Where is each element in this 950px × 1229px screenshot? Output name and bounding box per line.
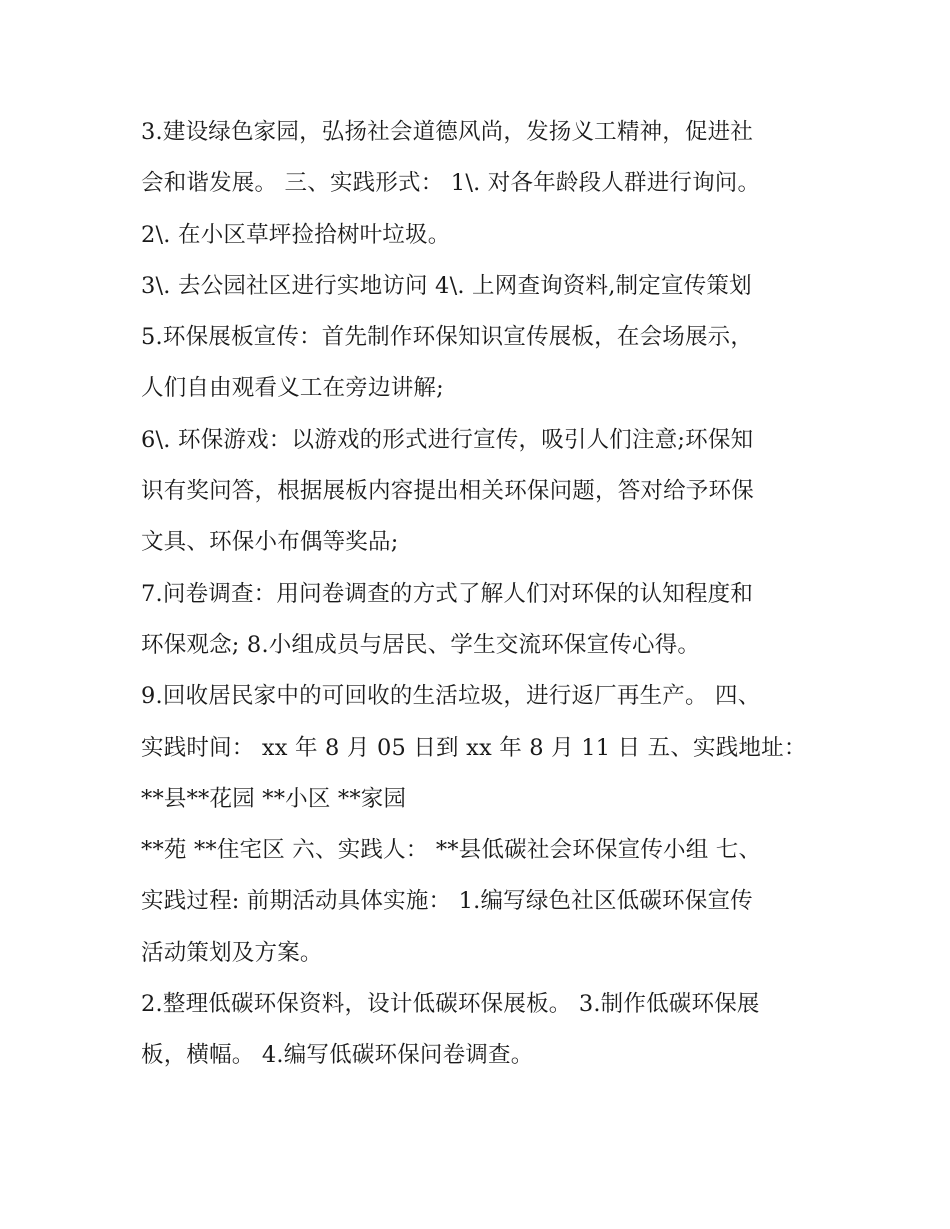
text-line: 2\. 在小区草坪捡拾树叶垃圾。 bbox=[141, 221, 451, 248]
text-line: 环保观念; 8.小组成员与居民、学生交流环保宣传心得。 bbox=[141, 631, 701, 658]
text-line: 会和谐发展。 三、实践形式： 1\. 对各年龄段人群进行询问。 bbox=[141, 170, 761, 197]
text-line: 识有奖问答，根据展板内容提出相关环保问题，答对给予环保 bbox=[141, 478, 754, 505]
text-line: 实践过程: 前期活动具体实施： 1.编写绿色社区低碳环保宣传 bbox=[141, 888, 753, 915]
text-line: **县**花园 **小区 **家园 bbox=[141, 785, 407, 812]
text-line: **苑 **住宅区 六、实践人： **县低碳社会环保宣传小组 七、 bbox=[141, 837, 762, 864]
text-line: 6\. 环保游戏：以游戏的形式进行宣传，吸引人们注意;环保知 bbox=[141, 426, 754, 453]
text-line: 3\. 去公园社区进行实地访问 4\. 上网查询资料,制定宣传策划 bbox=[141, 272, 752, 299]
text-line: 文具、环保小布偶等奖品; bbox=[141, 529, 399, 556]
text-line: 2.整理低碳环保资料，设计低碳环保展板。 3.制作低碳环保展 bbox=[141, 991, 760, 1018]
document-body bbox=[141, 107, 821, 1082]
text-line: 板，横幅。 4.编写低碳环保问卷调查。 bbox=[141, 1042, 534, 1069]
text-line: 7.问卷调查：用问卷调查的方式了解人们对环保的认知程度和 bbox=[141, 580, 754, 607]
text-line: 3.建设绿色家园，弘扬社会道德风尚，发扬义工精神，促进社 bbox=[141, 119, 754, 145]
text-line: 9.回收居民家中的可回收的生活垃圾，进行返厂再生产。 四、 bbox=[141, 683, 761, 710]
text-line: 人们自由观看义工在旁边讲解; bbox=[141, 375, 444, 402]
text-line: 5.环保展板宣传：首先制作环保知识宣传展板，在会场展示， bbox=[141, 324, 754, 351]
text-line: 活动策划及方案。 bbox=[141, 939, 323, 966]
text-line: 实践时间： xx 年 8 月 05 日到 xx 年 8 月 11 日 五、实践地址： bbox=[141, 734, 807, 761]
